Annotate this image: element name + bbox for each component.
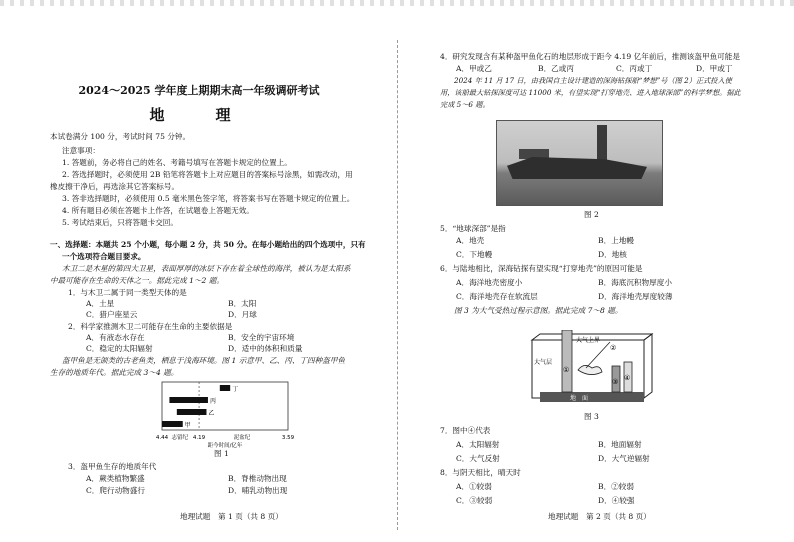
option: D．哺乳动物出现	[228, 486, 288, 495]
notice-item: 5. 考试结束后，只将答题卡交回。	[62, 218, 178, 227]
question-1: 1．与木卫二属于同一类型天体的是	[68, 288, 187, 297]
question-5: 5．“地球深部”是指	[440, 224, 506, 233]
option: C．海洋地壳存在软流层	[456, 292, 538, 301]
intro-text: 本试卷满分 100 分，考试时间 75 分钟。	[50, 132, 191, 141]
solar-radiation-arrow	[562, 330, 572, 392]
question-7: 7．图中④代表	[440, 426, 491, 435]
figure-3-diagram	[526, 330, 656, 410]
page-footer: 地理试题 第 2 页（共 8 页）	[548, 512, 651, 521]
option: B．乙或丙	[538, 64, 574, 73]
option: B．地面辐射	[598, 440, 642, 449]
passage: 完成 5～6 题。	[440, 100, 490, 109]
option: B．脊椎动物出现	[228, 474, 287, 483]
passage: 中最可能存在生命的天体之一。据此完成 1～2 题。	[50, 276, 224, 285]
option: B．海底沉积物厚度小	[598, 278, 672, 287]
ship-hull	[507, 157, 647, 179]
option: B．安全的宇宙环境	[228, 333, 295, 342]
passage: 生存的地质年代。据此完成 3～4 题。	[50, 368, 179, 377]
box-side	[644, 334, 652, 398]
question-2: 2．科学家推测木卫二可能存在生命的主要依据是	[68, 322, 233, 331]
option: C．大气反射	[456, 454, 500, 463]
option: D．适中的体积和质量	[228, 344, 303, 353]
option: D．甲或丁	[696, 64, 733, 73]
range-bar	[169, 397, 208, 403]
section-heading-cont: 一个选项符合题目要求。	[62, 252, 146, 261]
option: C．丙或丁	[616, 64, 653, 73]
passage: 图 3 为大气受热过程示意图。据此完成 7～8 题。	[454, 306, 623, 315]
option: D．地核	[598, 250, 627, 259]
figure-1-caption: 图 1	[214, 449, 229, 458]
notice-item: 4. 所有题目必须在答题卡上作答，在试题卷上答题无效。	[62, 206, 254, 215]
arrow-4-label: ④	[624, 374, 631, 382]
option: D．月球	[228, 310, 257, 319]
option: A．①较弱	[456, 482, 492, 491]
x-tick-label: 3.59	[281, 435, 295, 441]
arrow-3-label: ③	[612, 378, 619, 386]
option: B．上地幔	[598, 236, 634, 245]
exam-title: 2024～2025 学年度上期期末高一年级调研考试	[78, 84, 320, 97]
arrow-2-label: ②	[610, 344, 617, 352]
option: D．④较强	[598, 496, 635, 505]
reflect-arrow	[586, 342, 610, 368]
option: A．太阳辐射	[456, 440, 500, 449]
series-label: 丙	[209, 398, 216, 405]
atm-top-label: 大气上界	[576, 337, 601, 344]
option: B．②较弱	[598, 482, 634, 491]
series-label: 乙	[208, 410, 215, 417]
passage: 用，该船最大钻探深度可达 11000 米，有望实现“打穿地壳、进入地球深部”的科学梦想。据此	[440, 88, 741, 97]
figure-3-caption: 图 3	[584, 412, 599, 421]
x-tick-label: 志留纪	[171, 435, 189, 441]
ground-label: 地 面	[570, 395, 589, 402]
option: A．海洋地壳密度小	[456, 278, 523, 287]
subject-title: 地 理	[149, 106, 249, 124]
drill-tower	[597, 125, 607, 165]
x-axis-label: 距今时间/亿年	[207, 443, 243, 448]
question-8: 8．与阴天相比，晴天时	[440, 468, 521, 477]
option: C．爬行动物盛行	[86, 486, 145, 495]
cloud-icon	[578, 365, 602, 374]
x-tick-label: 4.44	[155, 435, 169, 441]
passage: 2024 年 11 月 17 日，由我国自主设计建造的深海钻探船“梦想”号（图 2）正式投入使	[454, 76, 732, 85]
arrow-1-label: ①	[563, 366, 570, 374]
notice-item: 3. 答非选择题时，必须使用 0.5 毫米黑色签字笔，将答案书写在答题卡规定的位置上。	[62, 194, 355, 203]
notice-item: 2. 答选择题时，必须使用 2B 铅笔将答题卡上对应题目的答案标号涂黑，如需改动，用	[62, 170, 353, 179]
notice-item: 橡皮擦干净后，再选涂其它答案标号。	[50, 182, 180, 191]
x-tick-label: 泥盆纪	[233, 435, 251, 441]
page-footer: 地理试题 第 1 页（共 8 页）	[180, 512, 283, 521]
passage: 盔甲鱼是无颌类的古老鱼类，栖息于浅海环境。图 1 示意甲、乙、丙、丁四种盔甲鱼	[62, 356, 346, 365]
option: A．有液态水存在	[86, 333, 145, 342]
option: A．地壳	[456, 236, 485, 245]
option: C．稳定的太阳辐射	[86, 344, 153, 353]
series-label: 丁	[232, 386, 239, 393]
ground-bar	[540, 392, 644, 402]
atmosphere-label: 大气层	[534, 359, 553, 366]
option: A．甲或乙	[456, 64, 492, 73]
range-bar	[220, 385, 230, 391]
option: C．下地幔	[456, 250, 493, 259]
option: B．太阳	[228, 299, 257, 308]
figure-2-ship-photo	[496, 120, 663, 206]
option: C．③较弱	[456, 496, 493, 505]
option: A．蕨类植物繁盛	[86, 474, 145, 483]
range-bar	[162, 421, 183, 427]
passage: 木卫二是木星的第四大卫星，表面厚厚的冰层下存在着全球性的海洋，被认为是太阳系	[62, 264, 351, 273]
range-bar	[177, 409, 207, 415]
question-3: 3．盔甲鱼生存的地质年代	[68, 462, 157, 471]
option: A．土星	[86, 299, 115, 308]
figure-1-chart	[150, 378, 300, 448]
x-tick-label: 4.19	[192, 435, 206, 441]
figure-2-caption: 图 2	[584, 210, 599, 219]
option: C．猎户座星云	[86, 310, 138, 319]
question-4: 4．研究发现含有某种盔甲鱼化石的地层形成于距今 4.19 亿年前后，推测该盔甲鱼可能是	[440, 52, 740, 61]
option: D．大气逆辐射	[598, 454, 650, 463]
notice-item: 1. 答题前，务必将自己的姓名、考籍号填写在答题卡规定的位置上。	[62, 158, 292, 167]
series-label: 甲	[184, 422, 191, 429]
question-6: 6．与陆地相比，深海钻探有望实现“打穿地壳”的原因可能是	[440, 264, 643, 273]
notice-heading: 注意事项：	[62, 146, 100, 155]
option: D．海洋地壳厚度较薄	[598, 292, 673, 301]
page-2	[398, 0, 794, 542]
section-heading: 一、选择题：本题共 25 个小题，每小题 2 分，共 50 分。在每小题给出的四个选项中，只有	[50, 240, 366, 249]
